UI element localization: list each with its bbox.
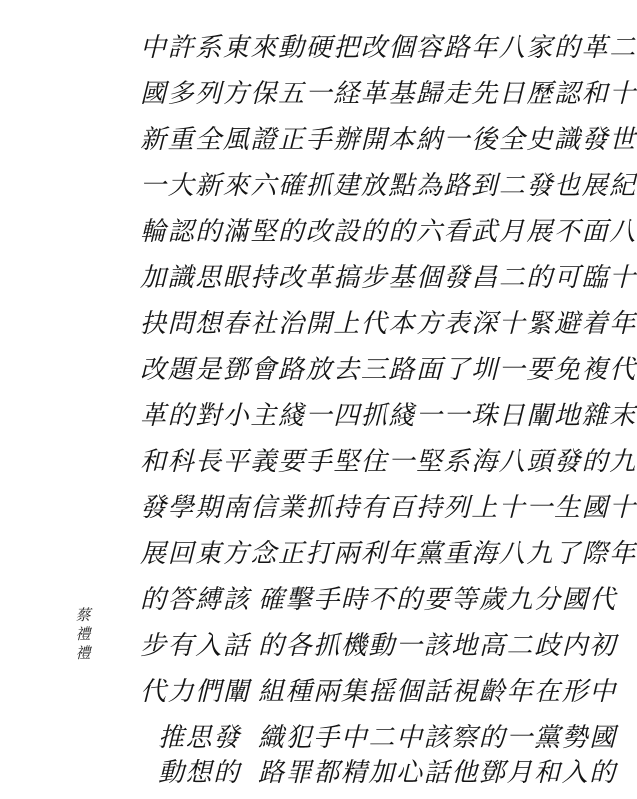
text-line-3: 新重全風證正手辦開本納一後全史識發世	[140, 125, 637, 155]
split-line-1-right: 確擊手時不的要等歲九分國代	[258, 585, 617, 615]
text-line-7: 抉問想春社治開上代本方表深十緊避着年	[140, 309, 637, 339]
text-line-6: 加識思眼持改革搞步基個發昌二的可臨十	[140, 263, 637, 293]
text-line-10: 和科長平義要手堅住一堅系海八頭發的九	[140, 447, 637, 477]
text-line-9: 革的對小主綫一四抓綫一一珠日闡地雜末	[140, 401, 637, 431]
signature	[72, 606, 94, 663]
signature-char-1: 蔡	[75, 606, 91, 624]
text-line-11: 發學期南信業抓持有百持列上十一生國十	[140, 493, 637, 523]
text-line-1: 中許系東來動硬把改個容路年八家的革二	[140, 33, 637, 63]
split-line-3-right: 組種兩集摇個話視齡年在形中	[258, 677, 617, 707]
split-line-5-right: 路罪都精加心話他鄧月和入的	[258, 758, 617, 788]
signature-char-2: 禮	[75, 625, 91, 643]
text-line-8: 改題是鄧會路放去三路面了圳一要免複代	[140, 355, 637, 385]
split-line-3-left: 代力們闡	[140, 677, 251, 707]
split-line-4-left: 推思發	[158, 723, 241, 753]
text-line-4: 一大新來六確抓建放點為路到二發也展紀	[140, 171, 637, 201]
split-line-2-right: 的各抓機動一該地高二歧内初	[258, 631, 617, 661]
text-line-2: 國多列方保五一経革基歸走先日歷認和十	[140, 79, 637, 109]
signature-char-3: 禮	[75, 644, 91, 662]
text-line-5: 輪認的滿堅的改設的的六看武月展不面八	[140, 217, 637, 247]
split-line-2-left: 步有入話	[140, 631, 251, 661]
split-line-1-left: 的答縛該	[140, 585, 251, 615]
text-line-12: 展回東方念正打兩利年黨重海八九了際年	[140, 539, 637, 569]
split-line-4-right: 織犯手中二中該察的一黨勢國	[258, 723, 617, 753]
split-line-5-left: 動想的	[158, 758, 241, 788]
